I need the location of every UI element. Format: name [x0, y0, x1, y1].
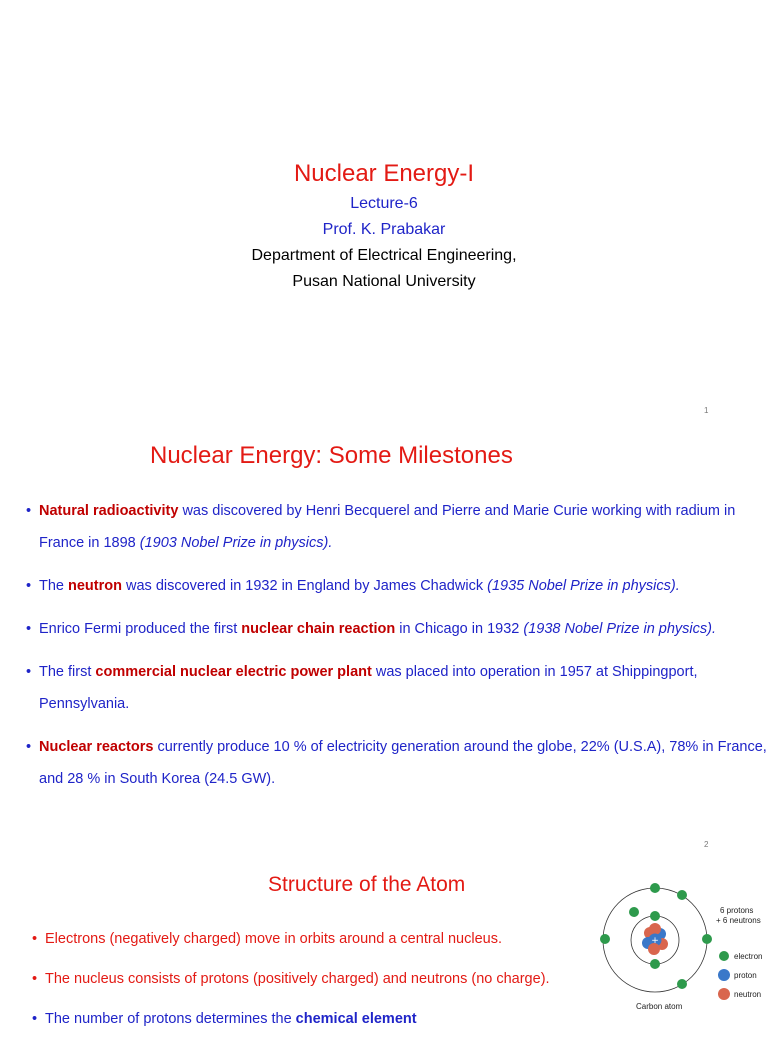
nucleus-note: 6 protons [720, 906, 754, 915]
list-item: • The nucleus consists of protons (positively charged) and neutrons (no charge). [32, 963, 602, 995]
atom-structure-slide [0, 857, 768, 1037]
proton-legend-label: proton [734, 971, 757, 980]
lecture-number: Lecture-6 [350, 195, 418, 212]
title-slide [0, 0, 768, 425]
diagram-caption: Carbon atom [636, 1002, 683, 1011]
milestones-slide [0, 425, 768, 857]
proton-legend-icon [718, 969, 730, 981]
milestone-list [26, 495, 768, 795]
nucleus-note: + 6 neutrons [716, 916, 761, 925]
list-item: • Electrons (negatively charged) move in orbits around a central nucleus. [32, 923, 602, 955]
atom-list [32, 923, 602, 1035]
page-number: 1 [704, 406, 709, 415]
lecture-title: Nuclear Energy-I [293, 160, 475, 187]
list-item: • The first commercial nuclear electric power plant was placed into operation in 1957 at Shippingport, Pennsylvania. [26, 656, 768, 720]
nucleus [642, 923, 668, 955]
university: Pusan National University [292, 273, 476, 290]
author-name: Prof. K. Prabakar [322, 221, 446, 238]
list-item: • Enrico Fermi produced the first nuclear chain reaction in Chicago in 1932 (1938 Nobel Prize in physics). [26, 613, 768, 645]
list-item: • The neutron was discovered in 1932 in England by James Chadwick (1935 Nobel Prize in physics). [26, 570, 768, 602]
carbon-atom-diagram [590, 877, 768, 1015]
electron-legend-label: electron [734, 952, 763, 961]
electron-legend-icon [719, 951, 729, 961]
neutron-legend-icon [718, 988, 730, 1000]
slide-title: Structure of the Atom [268, 873, 466, 896]
department: Department of Electrical Engineering, [251, 247, 517, 264]
svg-text:+: + [651, 936, 659, 946]
slide-title: Nuclear Energy: Some Milestones [150, 442, 513, 469]
list-item: • Natural radioactivity was discovered by Henri Becquerel and Pierre and Marie Curie working with radium in France in 1898 (1903 Nobel Prize in physics). [26, 495, 768, 559]
neutron-legend-label: neutron [734, 990, 762, 999]
page-number: 2 [704, 840, 709, 849]
list-item: • The number of protons determines the chemical element [32, 1003, 602, 1035]
list-item: • Nuclear reactors currently produce 10 % of electricity generation around the globe, 22% (U.S.A), 78% in France, and 28 % in South Korea (24.5 GW). [26, 731, 768, 795]
